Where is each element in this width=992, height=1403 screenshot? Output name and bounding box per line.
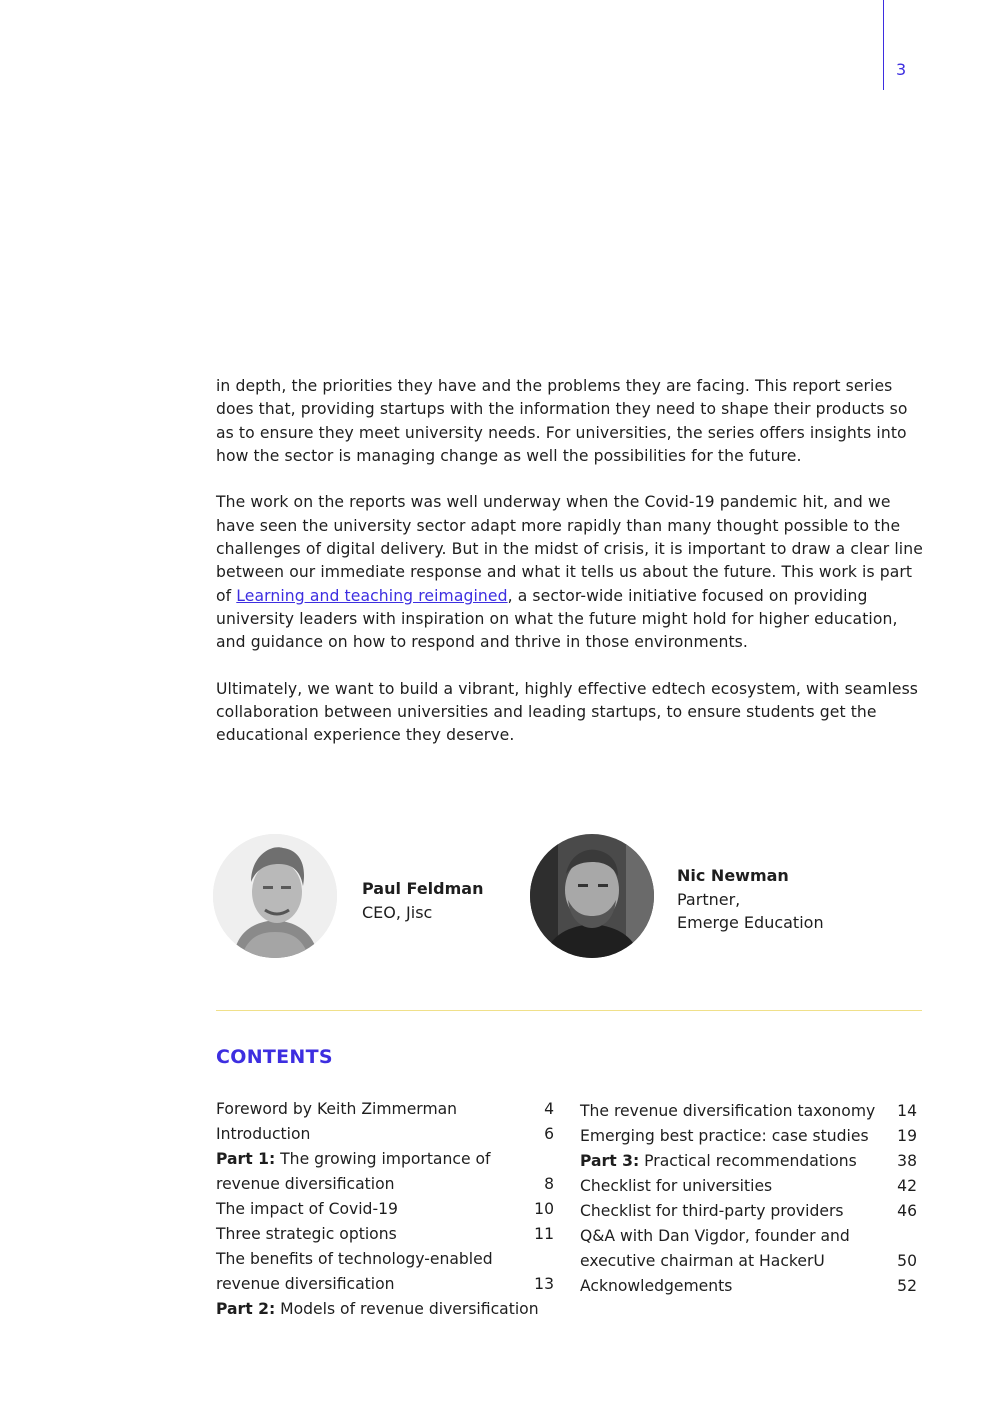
- foreword-body: [216, 375, 928, 771]
- contents-entry-title: The revenue diversification taxonomy: [580, 1102, 876, 1120]
- contents-entry[interactable]: [580, 1124, 917, 1149]
- contents-page-number: 19: [897, 1127, 917, 1145]
- contents-entry[interactable]: [580, 1249, 917, 1274]
- contents-page-number: 8: [544, 1175, 554, 1193]
- signatory-paul-feldman: [362, 877, 483, 924]
- contents-entry-title: Acknowledgements: [580, 1277, 733, 1295]
- contents-entry-title: Three strategic options: [216, 1225, 397, 1243]
- page-edge-rule: [883, 0, 884, 90]
- contents-entry[interactable]: [580, 1149, 917, 1174]
- contents-entry[interactable]: [216, 1222, 554, 1247]
- contents-part-label: Part 2:: [216, 1300, 276, 1318]
- signatory-name: Nic Newman: [677, 866, 789, 885]
- contents-entry[interactable]: [216, 1297, 554, 1322]
- contents-entry-title: Foreword by Keith Zimmerman: [216, 1100, 458, 1118]
- page-number: 3: [896, 60, 907, 79]
- paul-feldman-photo: [213, 834, 337, 958]
- contents-page-number: 38: [897, 1152, 917, 1170]
- signatory-name: Paul Feldman: [362, 879, 484, 898]
- contents-part-label: Part 3:: [580, 1152, 640, 1170]
- contents-part-label: Part 1:: [216, 1150, 276, 1168]
- paragraph-2: [216, 491, 928, 654]
- contents-entry-title: The growing importance of: [275, 1150, 491, 1168]
- contents-page-number: 50: [897, 1252, 917, 1270]
- contents-entry-title: revenue diversification: [216, 1175, 395, 1193]
- contents-entry[interactable]: [216, 1147, 554, 1172]
- contents-right-column: [580, 1099, 917, 1299]
- paragraph-2-end: , a sector-wide initiative focused on providing university leaders with inspiration on what the future might hold for higher education, and guidance on how to respond and thrive in those environments.: [216, 586, 898, 652]
- contents-entry-title: Introduction: [216, 1125, 311, 1143]
- section-divider: [216, 1010, 922, 1011]
- contents-entry[interactable]: [580, 1199, 917, 1224]
- contents-page-number: 14: [897, 1102, 917, 1120]
- contents-page-number: 4: [544, 1100, 554, 1118]
- learning-reimagined-link[interactable]: Learning and teaching reimagined: [236, 586, 508, 605]
- contents-entry-title: executive chairman at HackerU: [580, 1252, 825, 1270]
- contents-entry[interactable]: [216, 1247, 554, 1272]
- signatory-role: Partner,: [677, 889, 741, 909]
- contents-entry[interactable]: [216, 1122, 554, 1147]
- contents-left-column: [216, 1097, 554, 1322]
- signatory-organisation: Emerge Education: [677, 913, 824, 932]
- paragraph-2-start: The work on the reports was well underway when the Covid-19 pandemic hit, and we have seen the university sector adapt more rapidly than many thought possible to the challenges of digital delivery. But in the midst of crisis, it is important to draw a clear line between our immediate response and what it tells us about the future. This work is part of: [216, 493, 923, 605]
- contents-entry[interactable]: [580, 1274, 917, 1299]
- contents-entry-title: Models of revenue diversification: [275, 1300, 539, 1318]
- signatory-role: CEO, Jisc: [362, 902, 433, 922]
- contents-entry[interactable]: [216, 1172, 554, 1197]
- contents-entry-title: Practical recommendations: [639, 1152, 857, 1170]
- contents-page-number: 13: [534, 1275, 554, 1293]
- contents-entry-title: revenue diversification: [216, 1275, 395, 1293]
- contents-page-number: 52: [897, 1277, 917, 1295]
- contents-entry-title: Q&A with Dan Vigdor, founder and: [580, 1227, 850, 1245]
- contents-entry[interactable]: [216, 1097, 554, 1122]
- contents-entry[interactable]: [580, 1174, 917, 1199]
- contents-entry[interactable]: [580, 1224, 917, 1249]
- contents-entry-title: Checklist for third-party providers: [580, 1202, 844, 1220]
- nic-newman-photo: [530, 834, 654, 958]
- contents-heading: CONTENTS: [216, 1046, 333, 1068]
- contents-page-number: 42: [897, 1177, 917, 1195]
- contents-entry-title: Checklist for universities: [580, 1177, 773, 1195]
- contents-entry[interactable]: [216, 1272, 554, 1297]
- contents-page-number: 46: [897, 1202, 917, 1220]
- contents-page-number: 10: [534, 1200, 554, 1218]
- contents-entry[interactable]: [580, 1099, 917, 1124]
- contents-entry-title: Emerging best practice: case studies: [580, 1127, 869, 1145]
- contents-entry[interactable]: [216, 1197, 554, 1222]
- paragraph-3: Ultimately, we want to build a vibrant, highly effective edtech ecosystem, with seamless collaboration between universities and leading startups, to ensure students get the educational experience they deserve.: [216, 679, 919, 745]
- signatory-nic-newman: [677, 864, 824, 935]
- contents-entry-title: The benefits of technology-enabled: [216, 1250, 493, 1268]
- contents-page-number: 6: [544, 1125, 554, 1143]
- contents-page-number: 11: [534, 1225, 554, 1243]
- paragraph-1: in depth, the priorities they have and the problems they are facing. This report series does that, providing startups with the information they need to shape their products so as to ensure they meet university needs. For universities, the series offers insights into how the sector is managing change as well the possibilities for the future.: [216, 377, 908, 465]
- contents-entry-title: The impact of Covid-19: [216, 1200, 398, 1218]
